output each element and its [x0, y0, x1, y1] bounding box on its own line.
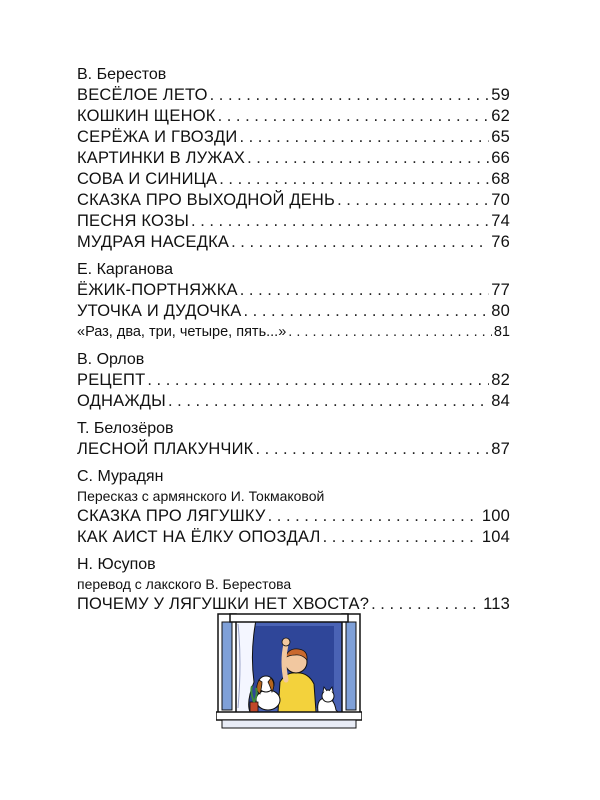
- entry-title: ОДНАЖДЫ: [77, 392, 166, 410]
- toc-section-yusupov: [77, 554, 510, 615]
- entry-title: КАРТИНКИ В ЛУЖАХ: [77, 149, 246, 167]
- entry-page: 104: [481, 528, 510, 546]
- author-name: В. Берестов: [77, 66, 167, 83]
- entry-page: 100: [481, 507, 510, 525]
- dot-leader: [168, 391, 489, 412]
- toc-entry[interactable]: [77, 211, 510, 232]
- entry-title: ПОЧЕМУ У ЛЯГУШКИ НЕТ ХВОСТА?: [77, 595, 370, 613]
- entry-title: МУДРАЯ НАСЕДКА: [77, 233, 230, 251]
- dot-leader: [239, 127, 489, 148]
- toc-entry[interactable]: [77, 232, 510, 253]
- entry-title: ЁЖИК-ПОРТНЯЖКА: [77, 281, 238, 299]
- table-of-contents: [77, 64, 510, 621]
- entry-title: «Раз, два, три, четыре, пять...»: [77, 324, 287, 340]
- dot-leader: [240, 280, 490, 301]
- toc-entry[interactable]: [77, 169, 510, 190]
- author-name: Н. Юсупов: [77, 556, 156, 573]
- boy-arm: [284, 644, 286, 680]
- entry-page: 74: [491, 212, 510, 230]
- author-name: Т. Белозёров: [77, 420, 174, 437]
- toc-section-berestov: [77, 64, 510, 253]
- toc-entry[interactable]: [77, 370, 510, 391]
- entry-page: 82: [491, 371, 510, 389]
- toc-entry[interactable]: [77, 106, 510, 127]
- entry-title: СЕРЁЖА И ГВОЗДИ: [77, 128, 238, 146]
- author-name: В. Орлов: [77, 351, 145, 368]
- dot-leader: [218, 106, 490, 127]
- window-pane-right: [346, 622, 356, 710]
- dot-leader: [288, 322, 492, 343]
- toc-entry[interactable]: [77, 127, 510, 148]
- dot-leader: [268, 506, 480, 527]
- entry-title: ПЕСНЯ КОЗЫ: [77, 212, 190, 230]
- entry-title: СКАЗКА ПРО ВЫХОДНОЙ ДЕНЬ: [77, 191, 336, 209]
- toc-entry[interactable]: [77, 301, 510, 322]
- entry-page: 77: [491, 281, 510, 299]
- entry-title: КАК АИСТ НА ЁЛКУ ОПОЗДАЛ: [77, 528, 321, 546]
- entry-page: 65: [491, 128, 510, 146]
- toc-section-belozerov: [77, 418, 510, 460]
- dot-leader: [256, 439, 490, 460]
- entry-page: 62: [491, 107, 510, 125]
- toc-entry[interactable]: [77, 85, 510, 106]
- author-name: С. Мурадян: [77, 468, 164, 485]
- toc-entry[interactable]: [77, 280, 510, 301]
- toc-entry[interactable]: [77, 190, 510, 211]
- toc-entry[interactable]: [77, 322, 510, 343]
- entry-page: 70: [491, 191, 510, 209]
- entry-page: 84: [491, 392, 510, 410]
- entry-page: 59: [491, 86, 510, 104]
- dot-leader: [219, 169, 489, 190]
- dot-leader: [323, 527, 480, 548]
- toc-entry[interactable]: [77, 506, 510, 527]
- window-sill-base: [222, 720, 356, 728]
- entry-page: 66: [491, 149, 510, 167]
- entry-title: ЛЕСНОЙ ПЛАКУНЧИК: [77, 440, 254, 458]
- window-frame-top: [230, 614, 348, 622]
- toc-section-orlov: [77, 349, 510, 412]
- toc-section-karganova: [77, 259, 510, 343]
- entry-page: 80: [491, 302, 510, 320]
- entry-title: СКАЗКА ПРО ЛЯГУШКУ: [77, 507, 266, 525]
- translator-note: Пересказ с армянского И. Токмаковой: [77, 488, 325, 504]
- boy-at-window-illustration: [216, 612, 362, 730]
- dot-leader: [147, 370, 489, 391]
- entry-page: 87: [491, 440, 510, 458]
- entry-title: ВЕСЁЛОЕ ЛЕТО: [77, 86, 208, 104]
- entry-title: УТОЧКА И ДУДОЧКА: [77, 302, 242, 320]
- dot-leader: [244, 301, 490, 322]
- entry-page: 76: [491, 233, 510, 251]
- flower-pot: [250, 702, 258, 712]
- toc-entry[interactable]: [77, 439, 510, 460]
- dot-leader: [231, 232, 489, 253]
- entry-title: РЕЦЕПТ: [77, 371, 146, 389]
- entry-page: 68: [491, 170, 510, 188]
- author-name: Е. Карганова: [77, 261, 174, 278]
- toc-section-muradyan: [77, 466, 510, 548]
- toc-entry[interactable]: [77, 527, 510, 548]
- entry-page: 81: [493, 324, 510, 340]
- entry-title: КОШКИН ЩЕНОК: [77, 107, 216, 125]
- dot-leader: [247, 148, 489, 169]
- entry-page: 113: [483, 595, 510, 613]
- boy-hand: [282, 638, 290, 646]
- toc-entry[interactable]: [77, 391, 510, 412]
- dot-leader: [371, 594, 481, 615]
- window-sill: [216, 712, 362, 720]
- window-pane-left: [222, 622, 232, 710]
- dot-leader: [337, 190, 489, 211]
- entry-title: СОВА И СИНИЦА: [77, 170, 218, 188]
- dot-leader: [191, 211, 489, 232]
- toc-entry[interactable]: [77, 148, 510, 169]
- translator-note: перевод с лакского В. Берестова: [77, 576, 292, 592]
- dot-leader: [210, 85, 490, 106]
